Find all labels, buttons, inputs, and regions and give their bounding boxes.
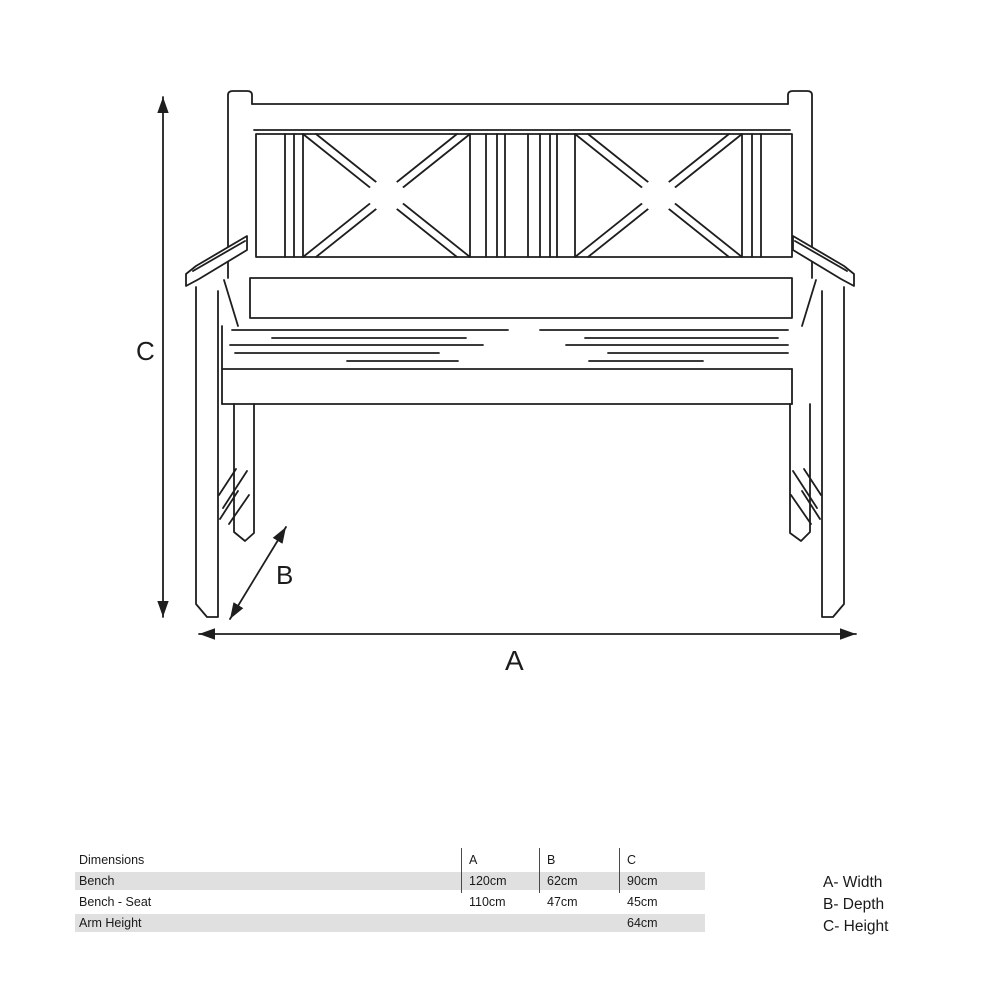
dimension-legend bbox=[823, 872, 888, 938]
bench-back-panel bbox=[256, 134, 792, 257]
row-value-c: 90cm bbox=[627, 874, 658, 888]
table-header-col-c: C bbox=[627, 853, 637, 867]
table-header-col-a: A bbox=[469, 853, 478, 867]
row-value-c: 64cm bbox=[627, 916, 658, 930]
row-value-a bbox=[461, 914, 539, 932]
height-label-C: C bbox=[136, 336, 155, 366]
bench-top-rail bbox=[252, 104, 790, 130]
bench-armrest-left bbox=[186, 236, 247, 286]
column-separator-b bbox=[539, 848, 540, 893]
bench-lower-back-board bbox=[250, 278, 792, 318]
row-value-b bbox=[539, 914, 619, 932]
dimensions-table bbox=[75, 851, 705, 935]
row-value-c: 45cm bbox=[627, 895, 658, 909]
legend-item-height: C- Height bbox=[823, 918, 889, 935]
row-label: Arm Height bbox=[79, 916, 142, 930]
table-row-bench-seat bbox=[75, 893, 705, 911]
table-row-arm-height bbox=[75, 914, 705, 932]
legend-item-width: A- Width bbox=[823, 874, 883, 891]
row-label: Bench - Seat bbox=[79, 895, 152, 909]
bench-armrest-right bbox=[793, 236, 854, 286]
bench-seat-planks bbox=[230, 330, 788, 361]
table-row-bench bbox=[75, 872, 705, 890]
bench-x-cross-left bbox=[303, 134, 470, 257]
table-header-col-b: B bbox=[547, 853, 556, 867]
row-value-a: 110cm bbox=[469, 895, 506, 909]
legend-item-depth: B- Depth bbox=[823, 896, 885, 913]
table-header-name: Dimensions bbox=[79, 853, 145, 867]
depth-label-B: B bbox=[276, 560, 294, 590]
row-label: Bench bbox=[79, 874, 115, 888]
bench-x-cross-right bbox=[575, 134, 742, 257]
column-separator-c bbox=[619, 848, 620, 893]
row-value-b: 47cm bbox=[547, 895, 578, 909]
bench-back-legs bbox=[234, 404, 810, 541]
width-label-A: A bbox=[505, 645, 524, 676]
bench-back-posts bbox=[228, 91, 812, 278]
bench-side-panels bbox=[224, 280, 816, 326]
bench-side-stretchers bbox=[219, 469, 821, 524]
bench-back-slats bbox=[285, 134, 761, 257]
row-value-a: 120cm bbox=[469, 874, 507, 888]
row-value-b: 62cm bbox=[547, 874, 578, 888]
column-separator-a bbox=[461, 848, 462, 893]
table-header-row bbox=[75, 851, 705, 869]
